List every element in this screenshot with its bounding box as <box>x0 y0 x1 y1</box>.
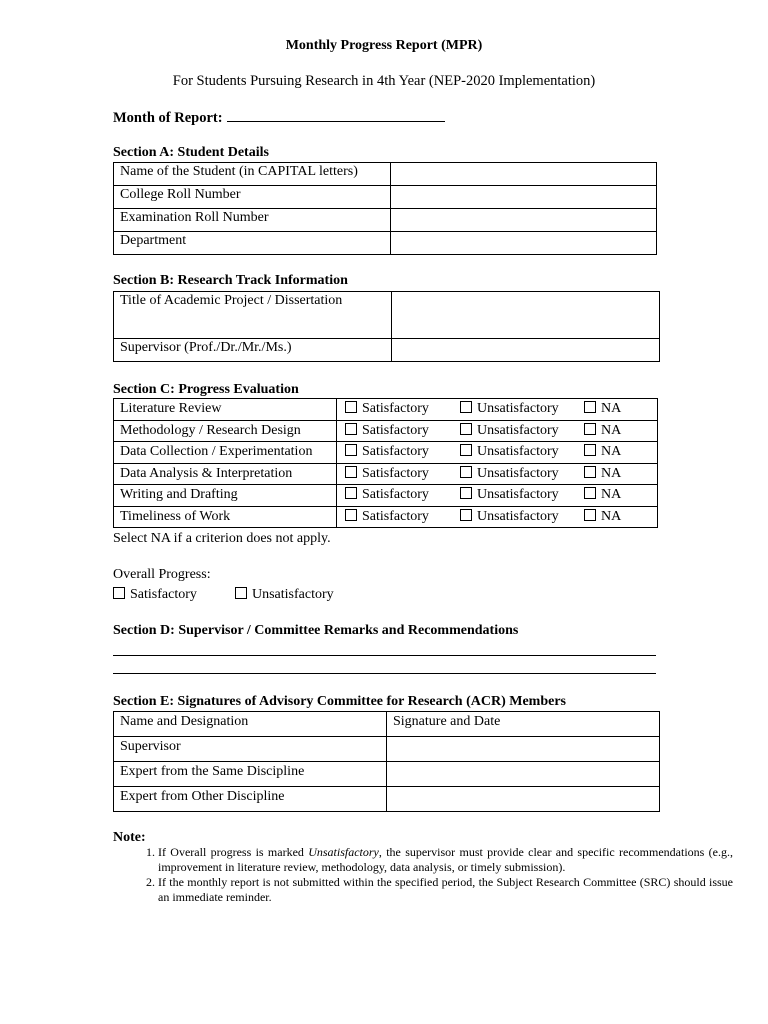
overall-progress-label: Overall Progress: <box>113 567 211 582</box>
checkbox-icon <box>345 444 357 456</box>
table-row <box>114 787 660 812</box>
criterion-label: Methodology / Research Design <box>114 420 337 442</box>
table-row <box>114 712 660 737</box>
member-label: Expert from Other Discipline <box>114 787 387 812</box>
checkbox-icon <box>584 401 596 413</box>
note-heading: Note: <box>113 830 146 845</box>
na-footnote: Select NA if a criterion does not apply. <box>113 531 331 546</box>
checkbox-icon <box>460 487 472 499</box>
note-item: 2. If the monthly report is not submitted within the specified period, the Subject Research Committee (SRC) should issue an immediate reminder. <box>158 875 733 905</box>
checkbox-icon <box>460 444 472 456</box>
month-of-report <box>113 109 445 127</box>
checkbox-icon <box>345 423 357 435</box>
satisfactory-checkbox[interactable]: Satisfactory <box>345 507 460 526</box>
checkbox-icon <box>460 509 472 521</box>
department-field[interactable] <box>391 232 657 255</box>
section-b-heading: Section B: Research Track Information <box>113 273 348 288</box>
row-label: Department <box>114 232 391 255</box>
na-checkbox[interactable]: NA <box>584 442 621 461</box>
na-checkbox[interactable]: NA <box>584 399 621 418</box>
na-checkbox[interactable]: NA <box>584 421 621 440</box>
satisfactory-checkbox[interactable]: Satisfactory <box>345 442 460 461</box>
month-input-line[interactable] <box>227 109 445 122</box>
criterion-label: Data Analysis & Interpretation <box>114 463 337 485</box>
checkbox-icon <box>345 487 357 499</box>
page-title: Monthly Progress Report (MPR) <box>285 38 483 53</box>
table-row <box>114 485 658 507</box>
student-name-field[interactable] <box>391 163 657 186</box>
checkbox-icon <box>113 587 125 599</box>
satisfactory-checkbox[interactable]: Satisfactory <box>345 421 460 440</box>
college-roll-field[interactable] <box>391 186 657 209</box>
month-label: Month of Report: <box>113 110 223 126</box>
options-cell <box>337 442 658 464</box>
acr-signatures-table <box>113 711 660 812</box>
options-cell <box>337 463 658 485</box>
column-header: Signature and Date <box>387 712 660 737</box>
supervisor-signature-field[interactable] <box>387 737 660 762</box>
row-label: College Roll Number <box>114 186 391 209</box>
table-row <box>114 209 657 232</box>
na-checkbox[interactable]: NA <box>584 485 621 504</box>
section-d-heading: Section D: Supervisor / Committee Remarks and Recommendations <box>113 623 519 638</box>
checkbox-icon <box>235 587 247 599</box>
checkbox-icon <box>584 444 596 456</box>
criterion-label: Writing and Drafting <box>114 485 337 507</box>
checkbox-icon <box>345 509 357 521</box>
checkbox-icon <box>584 509 596 521</box>
options-cell <box>337 485 658 507</box>
exam-roll-field[interactable] <box>391 209 657 232</box>
overall-unsatisfactory-checkbox[interactable]: Unsatisfactory <box>235 587 334 603</box>
remarks-line-2[interactable] <box>113 673 656 674</box>
supervisor-field[interactable] <box>392 339 660 362</box>
row-label: Supervisor (Prof./Dr./Mr./Ms.) <box>114 339 392 362</box>
same-discipline-signature-field[interactable] <box>387 762 660 787</box>
unsatisfactory-checkbox[interactable]: Unsatisfactory <box>460 507 584 526</box>
checkbox-icon <box>584 423 596 435</box>
na-checkbox[interactable]: NA <box>584 464 621 483</box>
checkbox-icon <box>584 487 596 499</box>
checkbox-icon <box>460 466 472 478</box>
row-label: Name of the Student (in CAPITAL letters) <box>114 163 391 186</box>
na-checkbox[interactable]: NA <box>584 507 621 526</box>
checkbox-icon <box>584 466 596 478</box>
unsatisfactory-checkbox[interactable]: Unsatisfactory <box>460 399 584 418</box>
satisfactory-checkbox[interactable]: Satisfactory <box>345 485 460 504</box>
section-a-heading: Section A: Student Details <box>113 145 269 160</box>
project-title-field[interactable] <box>392 292 660 339</box>
unsatisfactory-checkbox[interactable]: Unsatisfactory <box>460 421 584 440</box>
notes-list <box>120 845 733 905</box>
table-row <box>114 420 658 442</box>
row-label: Title of Academic Project / Dissertation <box>114 292 392 339</box>
unsatisfactory-checkbox[interactable]: Unsatisfactory <box>460 464 584 483</box>
satisfactory-checkbox[interactable]: Satisfactory <box>345 464 460 483</box>
criterion-label: Literature Review <box>114 399 337 421</box>
overall-satisfactory-checkbox[interactable]: Satisfactory <box>113 587 235 603</box>
remarks-line-1[interactable] <box>113 655 656 656</box>
checkbox-icon <box>460 401 472 413</box>
checkbox-icon <box>345 401 357 413</box>
table-row <box>114 506 658 528</box>
options-cell <box>337 399 658 421</box>
unsatisfactory-checkbox[interactable]: Unsatisfactory <box>460 442 584 461</box>
section-c-heading: Section C: Progress Evaluation <box>113 382 299 397</box>
section-e-heading: Section E: Signatures of Advisory Committee for Research (ACR) Members <box>113 694 566 709</box>
criterion-label: Timeliness of Work <box>114 506 337 528</box>
page-subtitle: For Students Pursuing Research in 4th Year (NEP-2020 Implementation) <box>172 73 596 89</box>
overall-progress-options <box>113 587 334 603</box>
table-row <box>114 737 660 762</box>
table-row <box>114 442 658 464</box>
row-label: Examination Roll Number <box>114 209 391 232</box>
checkbox-icon <box>345 466 357 478</box>
table-row <box>114 186 657 209</box>
member-label: Expert from the Same Discipline <box>114 762 387 787</box>
unsatisfactory-checkbox[interactable]: Unsatisfactory <box>460 485 584 504</box>
table-row <box>114 163 657 186</box>
student-details-table <box>113 162 657 255</box>
research-track-table <box>113 291 660 362</box>
note-item: 1. If Overall progress is marked Unsatisfactory, the supervisor must provide clear and specific recommendations (e.g., improvement in literature review, methodology, data analysis, or timely submission). <box>158 845 733 875</box>
table-row <box>114 232 657 255</box>
table-row <box>114 399 658 421</box>
member-label: Supervisor <box>114 737 387 762</box>
other-discipline-signature-field[interactable] <box>387 787 660 812</box>
criterion-label: Data Collection / Experimentation <box>114 442 337 464</box>
options-cell <box>337 420 658 442</box>
progress-evaluation-table <box>113 398 658 528</box>
column-header: Name and Designation <box>114 712 387 737</box>
options-cell <box>337 506 658 528</box>
table-row <box>114 762 660 787</box>
table-row <box>114 339 660 362</box>
satisfactory-checkbox[interactable]: Satisfactory <box>345 399 460 418</box>
table-row <box>114 463 658 485</box>
table-row <box>114 292 660 339</box>
checkbox-icon <box>460 423 472 435</box>
